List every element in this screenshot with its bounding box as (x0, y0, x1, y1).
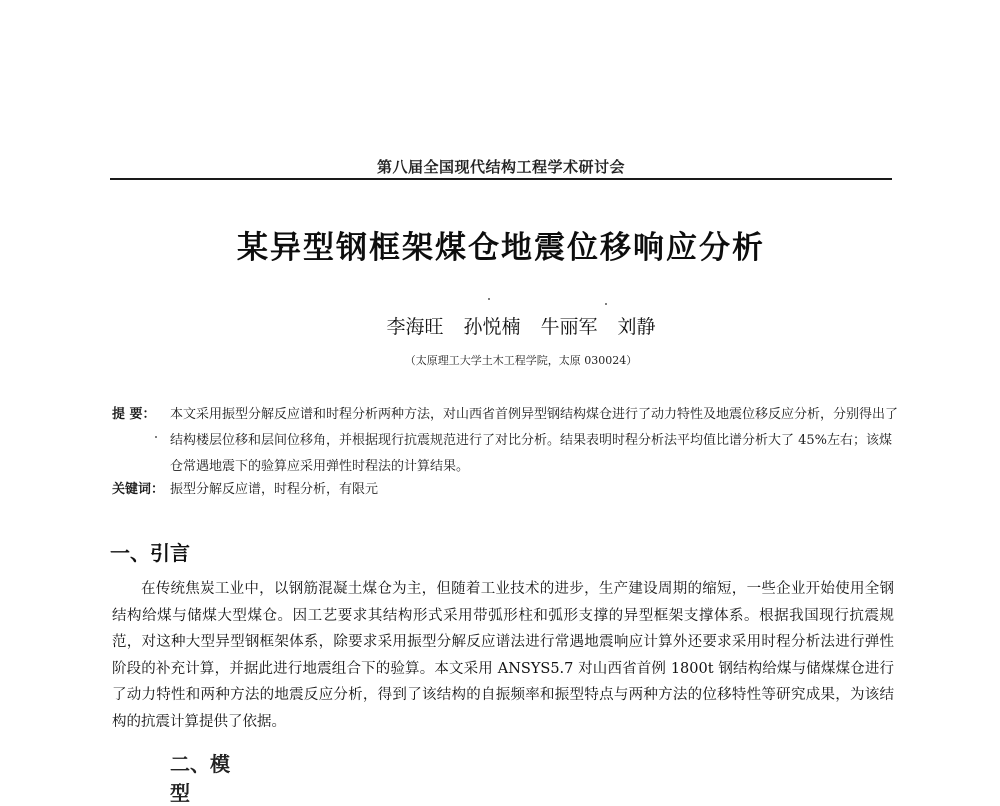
paper-title: 某异型钢框架煤仓地震位移响应分析 (237, 230, 765, 266)
author-list: 李海旺 孙悦楠 牛丽军 刘静 (386, 316, 656, 338)
introduction-paragraph: 在传统焦炭工业中，以钢筋混凝土煤仓为主，但随着工业技术的进步，生产建设周期的缩短，一些企业开始使用全钢结构给煤与储煤大型煤仓。因工艺要求其结构形式采用带弧形柱和弧形支撑的异型框架支撑体系。根据我国现行抗震规范，对这种大型异型钢框架体系，除要求采用振型分解反应谱法进行常遇地震响应计算外还要求采用时程分析法进行弹性阶段的补充计算，并据此进行地震组合下的验算。本文采用 ANSYS5.7 对山西省首例 1800t 钢结构给煤与储煤煤仓进行了动力特性和两种方法的地震反应分析，得到了该结构的自振频率和振型特点与两种方法的位移特性等研究成果，为该结构的抗震计算提供了依据。 (112, 581, 894, 730)
scan-speck (155, 436, 157, 438)
abstract-block (112, 402, 902, 480)
header-rule (110, 178, 892, 180)
section-heading-fragment: 二、模型 (170, 752, 230, 805)
keywords-block (112, 480, 902, 500)
section-heading-introduction: 一、引言 (110, 541, 190, 565)
scan-speck (605, 303, 607, 305)
affiliation: （太原理工大学土木工程学院，太原 030024） (404, 354, 638, 367)
scan-speck (488, 298, 490, 300)
abstract-text: 本文采用振型分解反应谱和时程分析两种方法，对山西省首例异型钢结构煤仓进行了动力特性及地震位移反应分析，分别得出了结构楼层位移和层间位移角，并根据现行抗震规范进行了对比分析。结果表明时程分析法平均值比谱分析大了 45%左右；该煤仓常遇地震下的验算应采用弹性时程法的计算结果。 (170, 407, 899, 474)
keywords-label: 关键词： (112, 482, 165, 497)
conference-header: 第八届全国现代结构工程学术研讨会 (376, 158, 625, 176)
abstract-label: 提 要： (112, 407, 156, 422)
keywords-text: 振型分解反应谱，时程分析，有限元 (170, 482, 379, 497)
